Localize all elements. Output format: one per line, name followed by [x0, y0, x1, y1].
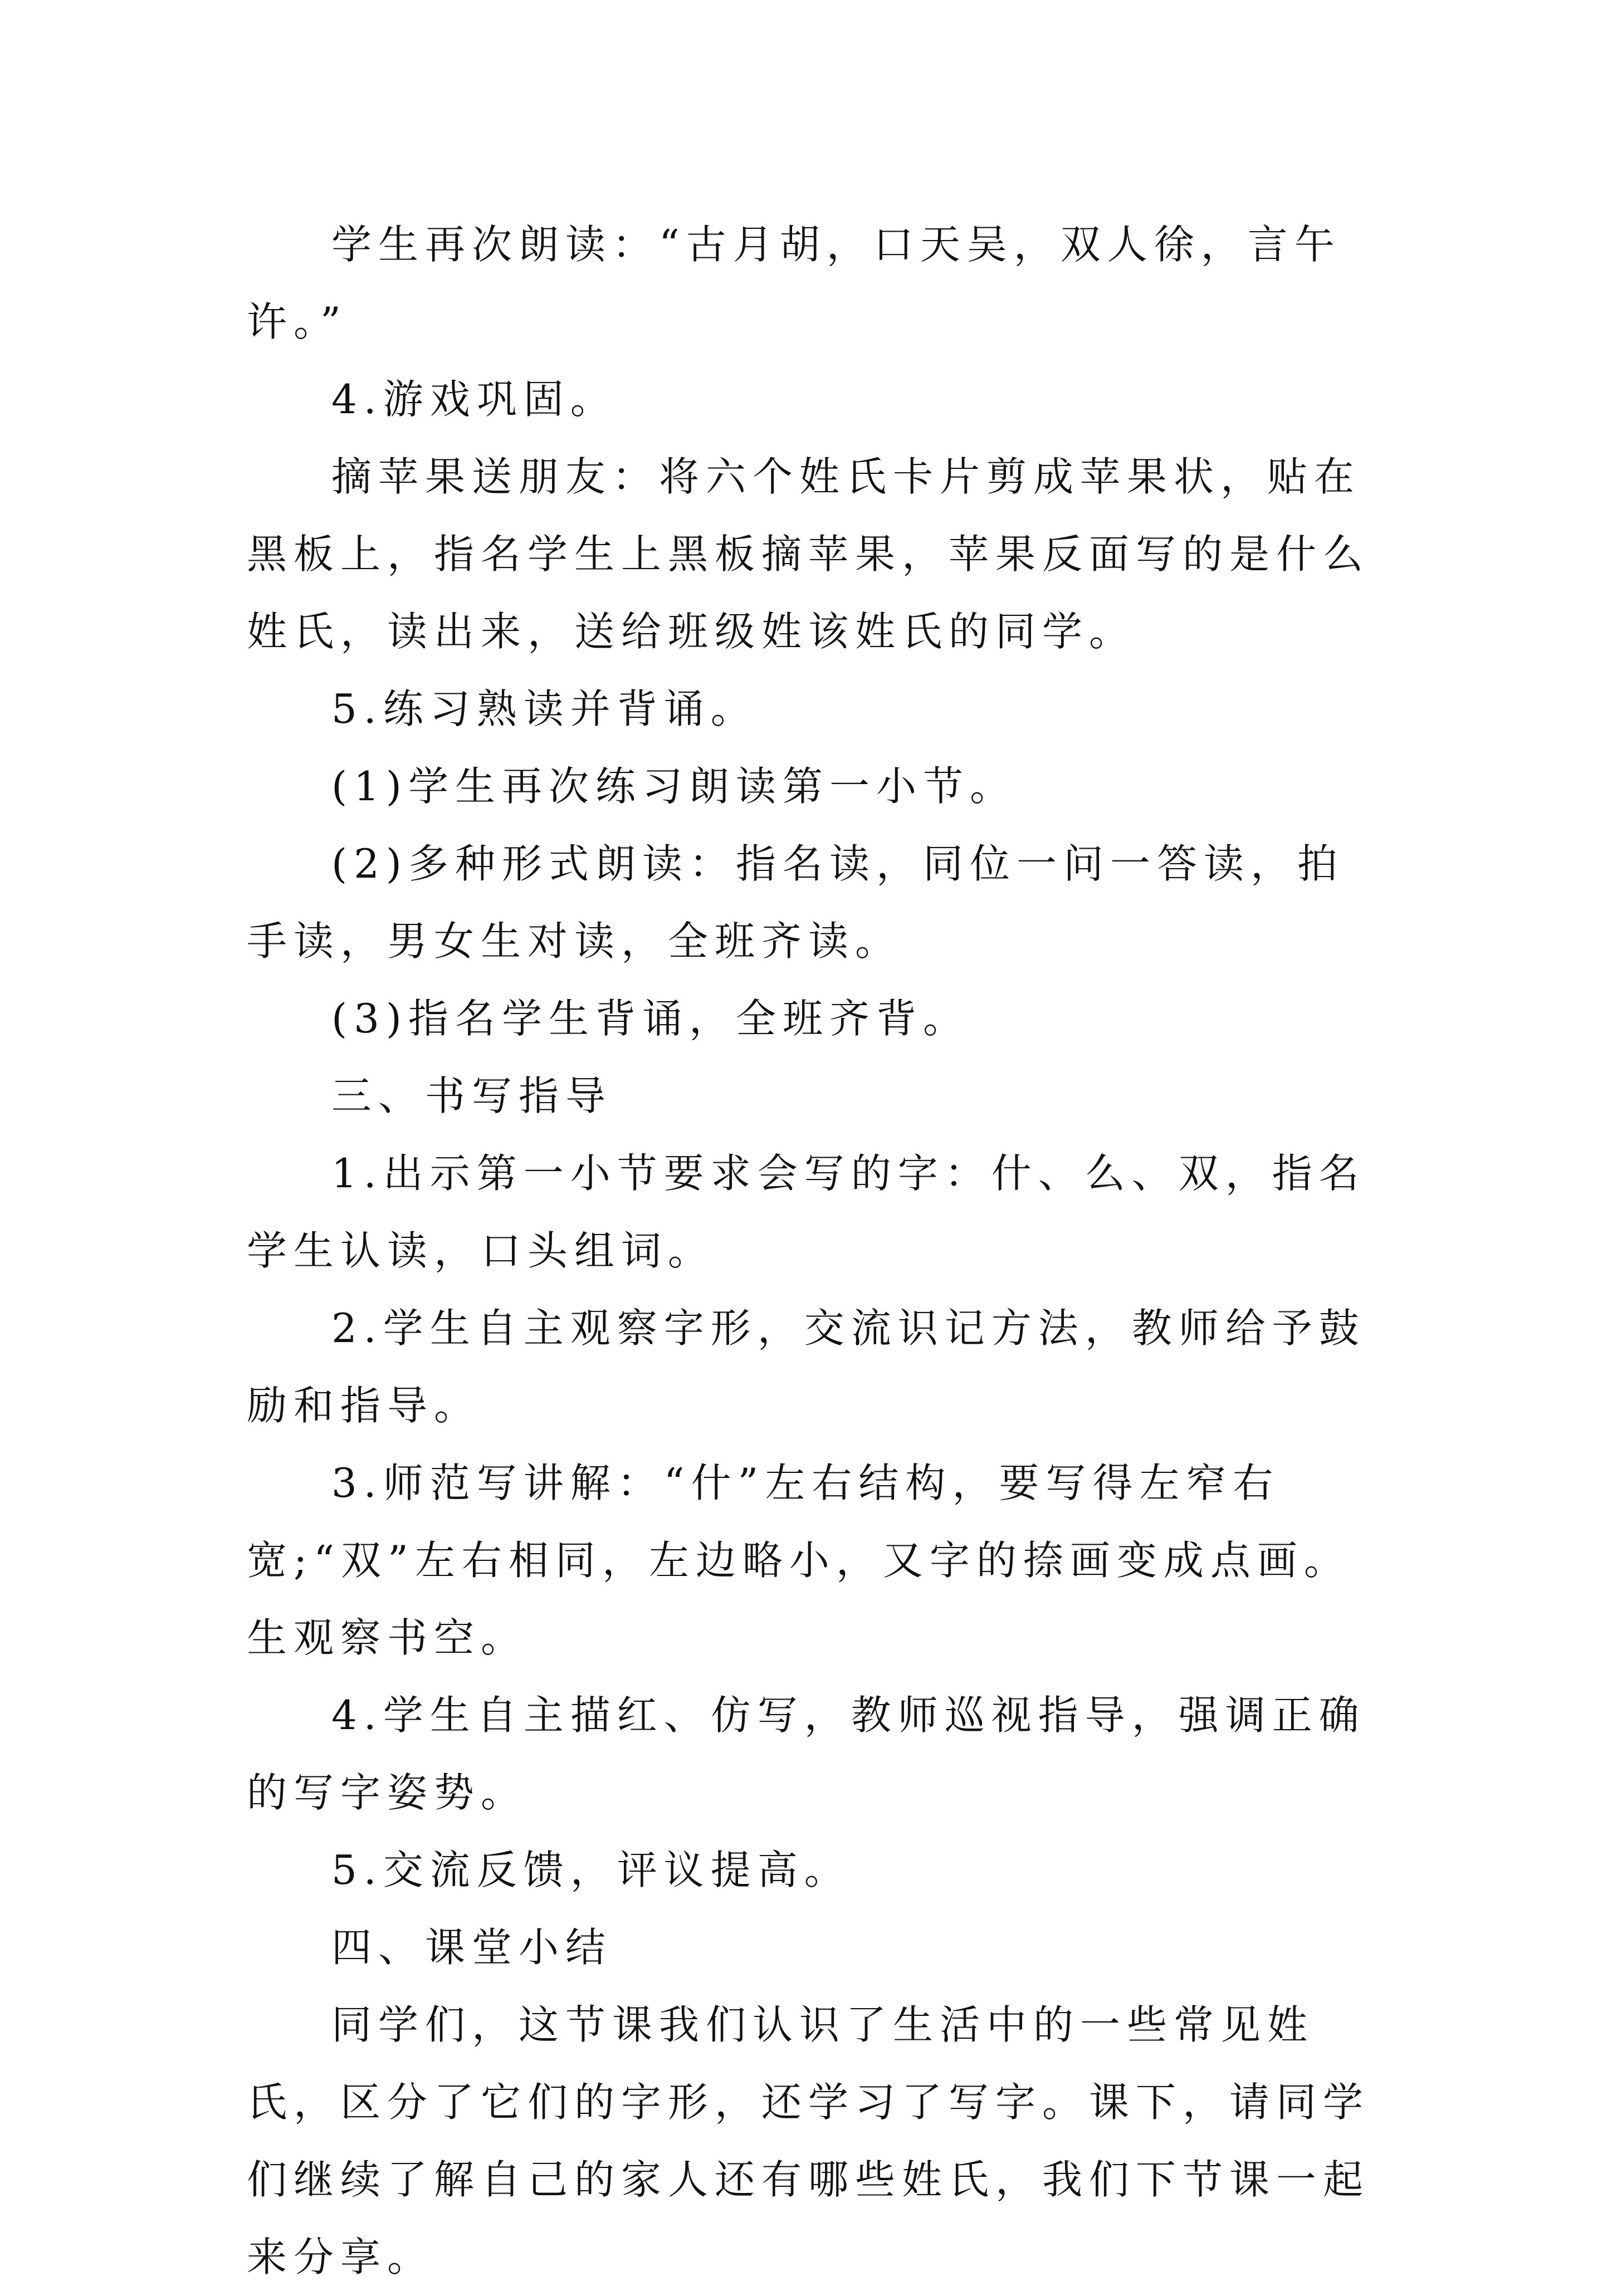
section-heading-summary: 四、课堂小结: [331, 1924, 613, 1971]
paragraph-reread: 学生再次朗读：“古月胡，口天吴，双人徐，言午许。”: [247, 221, 1341, 345]
paragraph-apple-game: 摘苹果送朋友：将六个姓氏卡片剪成苹果状，贴在黑板上，指名学生上黑板摘苹果，苹果反面写的是什么姓氏，读出来，送给班级姓该姓氏的同学。: [247, 453, 1370, 655]
paragraph-step-1: (1)学生再次练习朗读第一小节。: [331, 763, 1017, 810]
paragraph-writing-2: 2.学生自主观察字形，交流识记方法，教师给予鼓励和指导。: [247, 1305, 1366, 1429]
paragraph-heading-game: 4.游戏巩固。: [331, 376, 617, 423]
paragraph-writing-4: 4.学生自主描红、仿写，教师巡视指导，强调正确的写字姿势。: [247, 1692, 1366, 1816]
section-heading-writing: 三、书写指导: [331, 1073, 613, 1119]
paragraph-step-2: (2)多种形式朗读：指名读，同位一问一答读，拍手读，男女生对读，全班齐读。: [247, 840, 1344, 965]
paragraph-writing-1: 1.出示第一小节要求会写的字：什、么、双，指名学生认读，口头组词。: [247, 1150, 1366, 1274]
paragraph-writing-3: 3.师范写讲解：“什”左右结构，要写得左窄右宽;“双”左右相同，左边略小，又字的捺画变成点画。生观察书空。: [247, 1460, 1351, 1661]
document-body: [247, 206, 1383, 2296]
paragraph-step-3: (3)指名学生背诵，全班齐背。: [331, 995, 970, 1042]
paragraph-writing-5: 5.交流反馈，评议提高。: [331, 1847, 851, 1893]
paragraph-heading-recite: 5.练习熟读并背诵。: [331, 686, 758, 732]
paragraph-summary: 同学们，这节课我们认识了生活中的一些常见姓氏，区分了它们的字形，还学习了写字。课下，请同学们继续了解自己的家人还有哪些姓氏，我们下节课一起来分享。: [247, 2001, 1370, 2280]
